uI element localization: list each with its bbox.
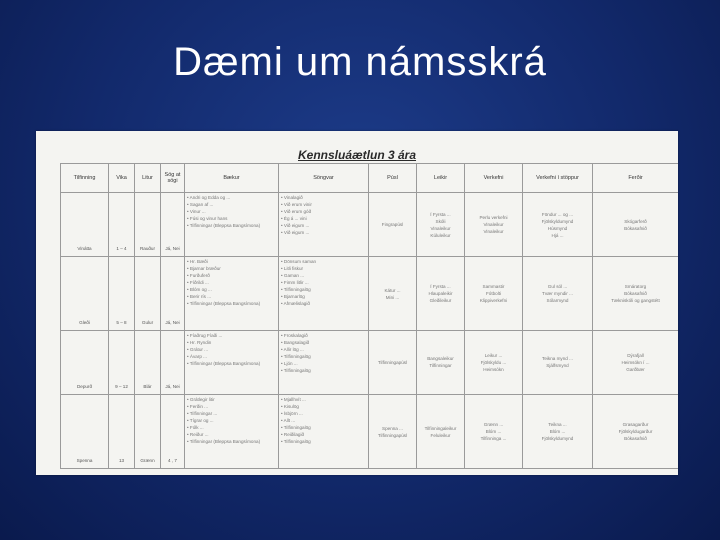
cell-baekur bbox=[185, 395, 279, 469]
cell-line: Blóm ... bbox=[549, 429, 566, 434]
cell-line: Teikna ... bbox=[548, 422, 567, 427]
cell-verkefni bbox=[465, 330, 523, 394]
cell-line: • Við eigum ... bbox=[281, 230, 310, 235]
cell-line: Garðbær bbox=[626, 366, 645, 372]
cell-line: • Mjallhvít ... bbox=[281, 397, 306, 402]
cell-line: • Furðuferð bbox=[187, 273, 210, 279]
cell-stoppur bbox=[523, 395, 593, 469]
cell-line: • Tilfinningar ... bbox=[187, 411, 218, 416]
cell-line: • Allt ... bbox=[281, 418, 296, 423]
cell-vika: 9 – 12 bbox=[109, 330, 135, 394]
cell-line: Spenna ... bbox=[382, 425, 403, 431]
cell-line: • Andri og Edda og ... bbox=[187, 195, 231, 200]
cell-line: Tilfinningaleikur bbox=[424, 425, 457, 431]
cell-ferdir bbox=[593, 257, 679, 331]
cell-line: • Litli fiskur bbox=[281, 266, 304, 272]
cell-line: Í Fyrsta ... bbox=[430, 284, 451, 289]
cell-stoppur bbox=[523, 330, 593, 394]
cell-line: Tilfinninga ... bbox=[480, 436, 507, 441]
curriculum-table bbox=[60, 163, 678, 469]
cell-line: • Gaman ... bbox=[281, 273, 305, 279]
cell-leikir bbox=[417, 193, 465, 257]
column-header: Söngvar bbox=[279, 164, 369, 193]
cell-line: • Tilfinningalög bbox=[281, 353, 311, 359]
cell-line: • Grátlegir litir bbox=[187, 397, 215, 402]
cell-line: • Tilfinningar (Bleppsa Bangsímona) bbox=[187, 301, 261, 307]
cell-line: • Vinalagið bbox=[281, 195, 303, 200]
cell-line: • Allir lög ... bbox=[281, 346, 304, 352]
cell-line: Tilfinningar bbox=[429, 363, 452, 369]
column-header: Púsl bbox=[369, 164, 417, 193]
cell-line: Tilfinningapúsl bbox=[377, 432, 408, 438]
cell-line: • Hr. Bæði bbox=[187, 259, 208, 265]
cell-baekur bbox=[185, 257, 279, 331]
cell-litur: Gulur bbox=[135, 257, 161, 331]
cell-tilfinning: Depurð bbox=[61, 330, 109, 394]
cell-line: • Dönsum saman bbox=[281, 259, 317, 265]
cell-line: Hlaupaleikir bbox=[428, 291, 453, 296]
cell-line: Kúluleikur bbox=[430, 232, 451, 238]
cell-line: • Fimm litlir ... bbox=[281, 280, 309, 286]
document-heading: Kennsluáætlun 3 ára bbox=[297, 148, 417, 162]
cell-sogur: Já, Nei bbox=[161, 257, 185, 331]
cell-line: • Fólk ... bbox=[187, 425, 204, 430]
cell-line: • Tilfinningar (Bleppsa Bangsímona) bbox=[187, 223, 261, 228]
cell-line: Fjölskyldumynd bbox=[541, 218, 574, 224]
cell-line: Heimsókn í ... bbox=[621, 359, 650, 365]
cell-line: Vinaleikur bbox=[430, 225, 451, 231]
cell-line: • Ísbjörn ... bbox=[281, 411, 303, 416]
cell-ferdir bbox=[593, 193, 679, 257]
cell-ferdir bbox=[593, 395, 679, 469]
cell-line: Grænn ... bbox=[483, 422, 504, 427]
cell-leikir bbox=[417, 395, 465, 469]
cell-line: • Froskalagið bbox=[281, 332, 308, 338]
column-header: Sög at sögi bbox=[161, 164, 185, 193]
cell-line: • Tilfinningalög bbox=[281, 367, 311, 373]
cell-line: Bangsaleikur bbox=[427, 356, 454, 362]
cell-line: Fjölskyldumynd bbox=[541, 436, 574, 441]
column-header: Ferðir bbox=[593, 164, 679, 193]
cell-line: • Hr. Ryndin bbox=[187, 339, 212, 345]
cell-line: • Tígrar og ... bbox=[187, 418, 214, 423]
cell-line: • Tilfinningalög bbox=[281, 425, 311, 430]
cell-line: Bókasafnið bbox=[624, 436, 647, 441]
column-header: Leikir bbox=[417, 164, 465, 193]
cell-litur: Blár bbox=[135, 330, 161, 394]
cell-line: Skógarferð bbox=[624, 218, 647, 224]
cell-line: Teikna mynd ... bbox=[542, 356, 573, 362]
cell-line: Fótbolti bbox=[485, 291, 502, 296]
column-header: Verkefni í stöppur bbox=[523, 164, 593, 193]
table-header-row bbox=[61, 164, 679, 193]
cell-line: • Bjarnarlög bbox=[281, 294, 305, 300]
cell-line: • Bjarnar bræður bbox=[187, 266, 221, 272]
cell-line: Klippiverkefni bbox=[479, 298, 508, 303]
cell-line: • Ég á ... vini bbox=[281, 216, 307, 221]
cell-line: Fjölskyldu ... bbox=[480, 359, 507, 365]
cell-line: Blóm ... bbox=[485, 429, 502, 434]
table-row bbox=[61, 395, 679, 469]
column-header: Vika bbox=[109, 164, 135, 193]
cell-tilfinning: Vinátta bbox=[61, 193, 109, 257]
cell-line: Tvær myndir ... bbox=[542, 291, 573, 296]
cell-vika: 1 – 4 bbox=[109, 193, 135, 257]
cell-verkefni bbox=[465, 395, 523, 469]
cell-line: Föndur ... og ... bbox=[541, 211, 574, 217]
cell-line: Fingrapúsl bbox=[381, 222, 404, 227]
cell-line: • Kisulög bbox=[281, 404, 299, 409]
cell-baekur bbox=[185, 193, 279, 257]
scanned-curriculum-document bbox=[36, 131, 678, 475]
cell-songvar bbox=[279, 257, 369, 331]
cell-line: • Við eigum ... bbox=[281, 223, 310, 228]
slide-title: Dæmi um námsskrá bbox=[173, 40, 547, 84]
table-row bbox=[61, 330, 679, 394]
cell-tilfinning: Gleði bbox=[61, 257, 109, 331]
cell-line: Vinaleikur bbox=[483, 229, 504, 234]
cell-songvar bbox=[279, 395, 369, 469]
cell-ferdir bbox=[593, 330, 679, 394]
cell-songvar bbox=[279, 330, 369, 394]
cell-verkefni bbox=[465, 193, 523, 257]
cell-line: Gleðileikur bbox=[429, 298, 452, 303]
cell-line: Grasagarður bbox=[622, 422, 649, 427]
cell-line: • Fíðrildi ... bbox=[187, 280, 209, 286]
cell-leikir bbox=[417, 330, 465, 394]
cell-pusl bbox=[369, 395, 417, 469]
cell-line: Fjölskyldugarður bbox=[618, 429, 653, 434]
cell-baekur bbox=[185, 330, 279, 394]
table-row bbox=[61, 193, 679, 257]
cell-line: • Tilfinningar (Bleppsa Bangsímona) bbox=[187, 439, 261, 444]
cell-line: • Fúsi og vinur hans bbox=[187, 216, 228, 221]
column-header: Bækur bbox=[185, 164, 279, 193]
cell-line: Kátur ... bbox=[384, 287, 401, 293]
cell-songvar bbox=[279, 193, 369, 257]
cell-line: • Fíaðrug Fíaði ... bbox=[187, 332, 223, 338]
cell-line: Bókasafnið bbox=[624, 291, 647, 296]
cell-line: Bókasafnið bbox=[624, 225, 647, 231]
cell-line: • Ávarp ... bbox=[187, 353, 207, 359]
cell-line: Dýrafjall bbox=[627, 352, 644, 358]
cell-vika: 5 – 8 bbox=[109, 257, 135, 331]
cell-line: • Ferðin ... bbox=[187, 404, 209, 409]
cell-line: Hjá ... bbox=[551, 232, 564, 238]
cell-pusl bbox=[369, 193, 417, 257]
cell-line: Smáratorg bbox=[624, 284, 647, 289]
cell-line: Í Fyrsta ... bbox=[430, 211, 451, 217]
cell-vika: 13 bbox=[109, 395, 135, 469]
cell-line: • Tilfinningalög bbox=[281, 439, 311, 444]
cell-line: Mini ... bbox=[385, 294, 400, 300]
cell-tilfinning: Spenna bbox=[61, 395, 109, 469]
cell-line: • Vinur ... bbox=[187, 209, 206, 214]
cell-line: • Tilfinningalög bbox=[281, 287, 311, 293]
cell-line: • Tilfinningar (Bleppsa Bangsímona) bbox=[187, 360, 261, 366]
cell-line: • Við erum vinir bbox=[281, 202, 312, 207]
cell-line: Húsmynd bbox=[547, 225, 568, 231]
cell-line: Vinaleikur bbox=[483, 222, 504, 227]
column-header: Verkefni bbox=[465, 164, 523, 193]
cell-line: • Berir rís ... bbox=[187, 294, 212, 300]
cell-line: Gul sól ... bbox=[547, 284, 568, 289]
cell-line: Feluleikur bbox=[430, 432, 451, 438]
cell-litur: Rauður bbox=[135, 193, 161, 257]
cell-line: • Blóm og ... bbox=[187, 287, 212, 293]
cell-stoppur bbox=[523, 257, 593, 331]
cell-line: Tilfinningapúsl bbox=[377, 359, 408, 365]
cell-line: • Sagan af ... bbox=[187, 202, 214, 207]
cell-line: • Bangsalagið bbox=[281, 339, 310, 345]
cell-line: • Grátur ... bbox=[187, 346, 209, 352]
cell-line: • Við erum góð bbox=[281, 209, 312, 214]
cell-line: Sammastir bbox=[482, 284, 505, 289]
cell-stoppur bbox=[523, 193, 593, 257]
cell-sogur: Já, Nei bbox=[161, 330, 185, 394]
cell-line: Leikur ... bbox=[484, 352, 503, 358]
cell-line: Perlu verkefni bbox=[479, 215, 508, 220]
cell-pusl bbox=[369, 330, 417, 394]
column-header: Tilfinning bbox=[61, 164, 109, 193]
cell-verkefni bbox=[465, 257, 523, 331]
table-row bbox=[61, 257, 679, 331]
cell-line: Tækniskóli og gangstétt bbox=[611, 298, 660, 303]
cell-sogur: 4 , 7 bbox=[161, 395, 185, 469]
cell-line: Sjálfsmynd bbox=[546, 363, 569, 369]
cell-sogur: Já, Nei bbox=[161, 193, 185, 257]
cell-line: • Ljón ... bbox=[281, 360, 298, 366]
cell-pusl bbox=[369, 257, 417, 331]
column-header: Litur bbox=[135, 164, 161, 193]
cell-leikir bbox=[417, 257, 465, 331]
cell-litur: Grænn bbox=[135, 395, 161, 469]
cell-line: Sólarmynd bbox=[546, 298, 569, 303]
cell-line: • Afmælislagið bbox=[281, 301, 310, 307]
cell-line: Heimsókn bbox=[483, 366, 504, 372]
cell-line: • Reiður ... bbox=[187, 432, 209, 437]
cell-line: Skóli bbox=[435, 218, 446, 224]
cell-line: • Reiðilagið bbox=[281, 432, 305, 437]
